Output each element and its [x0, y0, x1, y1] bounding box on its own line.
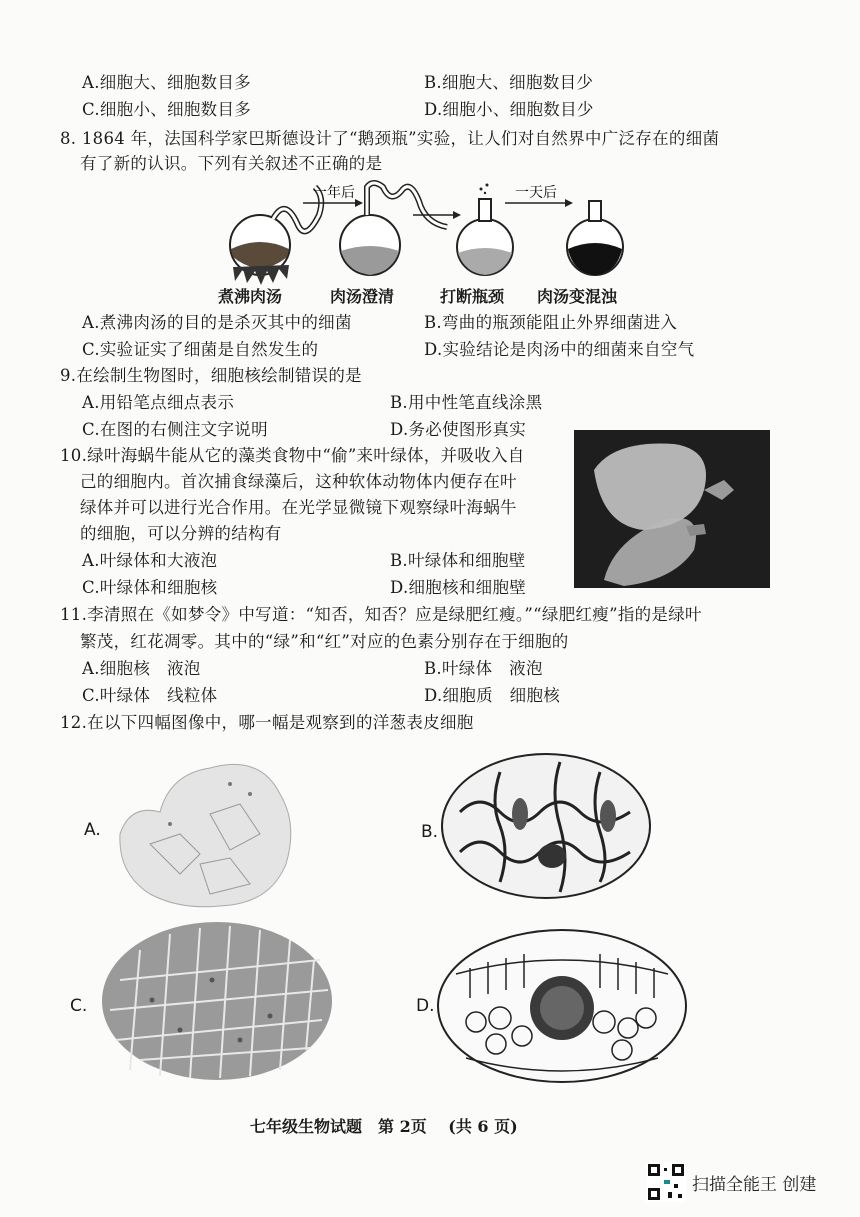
swan-neck-flask-diagram	[215, 175, 635, 285]
broken-neck-flask-icon	[457, 184, 513, 276]
q8-option-d: D.实验结论是肉汤中的细菌来自空气	[424, 340, 695, 359]
caption-broken: 打断瓶颈	[440, 287, 505, 306]
q9-option-b: B.用中性笔直线涂黑	[390, 393, 543, 412]
q8-option-a: A.煮沸肉汤的目的是杀灭其中的细菌	[82, 313, 352, 332]
watermark-text: 扫描全能王 创建	[692, 1174, 817, 1195]
qr-code-icon	[646, 1162, 686, 1202]
q11-option-b: B.叶绿体 液泡	[424, 659, 543, 678]
q11-stem-line2: 繁茂，红花凋零。其中的“绿”和“红”对应的色素分别存在于细胞的	[80, 632, 569, 651]
q12-stem: 12.在以下四幅图像中，哪一幅是观察到的洋葱表皮细胞	[60, 713, 474, 732]
caption-clear: 肉汤澄清	[330, 287, 395, 306]
q9-option-a: A.用铅笔点细点表示	[82, 393, 235, 412]
q10-stem-line2: 己的细胞内。首次捕食绿藻后，这种软体动物体内便存在叶	[80, 472, 517, 491]
micrograph-a	[110, 754, 300, 910]
q10-stem-line1: 10.绿叶海蜗牛能从它的藻类食物中“偷”来叶绿体，并吸收入自	[60, 446, 525, 465]
q10-stem-line4: 的细胞，可以分辨的结构有	[80, 524, 282, 543]
page-footer: 七年级生物试题 第 2页 (共 6 页)	[250, 1117, 518, 1136]
sea-slug-photo	[574, 430, 770, 588]
q7-option-a: A.细胞大、细胞数目多	[82, 73, 251, 92]
q7-option-d: D.细胞小、细胞数目少	[424, 100, 594, 119]
q10-option-d: D.细胞核和细胞壁	[390, 578, 527, 597]
micrograph-d	[436, 928, 688, 1084]
q11-option-a: A.细胞核 液泡	[82, 659, 201, 678]
q10-option-c: C.叶绿体和细胞核	[82, 578, 218, 597]
scanner-watermark	[646, 1162, 816, 1202]
q9-option-d: D.务必使图形真实	[390, 420, 527, 439]
q9-option-c: C.在图的右侧注文字说明	[82, 420, 268, 439]
q11-stem-line1: 11.李清照在《如梦令》中写道：“知否，知否？应是绿肥红瘦。”“绿肥红瘦”指的是绿叶	[60, 605, 702, 624]
caption-turbid: 肉汤变混浊	[537, 287, 618, 306]
q8-option-c: C.实验证实了细菌是自然发生的	[82, 340, 319, 359]
image-label-c: C.	[70, 996, 88, 1016]
q7-option-c: C.细胞小、细胞数目多	[82, 100, 252, 119]
arrow-label-1: 一年后	[313, 185, 355, 201]
image-label-b: B.	[421, 822, 439, 842]
q11-option-c: C.叶绿体 线粒体	[82, 686, 218, 705]
caption-boiling: 煮沸肉汤	[218, 287, 283, 306]
q10-stem-line3: 绿体并可以进行光合作用。在光学显微镜下观察绿叶海蜗牛	[80, 498, 517, 517]
micrograph-b	[440, 752, 652, 900]
clear-broth-flask-icon	[340, 183, 447, 275]
micrograph-c	[100, 920, 334, 1082]
q9-stem: 9.在绘制生物图时，细胞核绘制错误的是	[60, 366, 362, 385]
q10-option-b: B.叶绿体和细胞壁	[390, 551, 526, 570]
boiling-flask-icon	[230, 187, 321, 285]
q11-option-d: D.细胞质 细胞核	[424, 686, 561, 705]
image-label-a: A.	[84, 820, 101, 840]
arrow-label-2: 一天后	[515, 185, 557, 201]
q8-stem-line1: 8. 1864 年，法国科学家巴斯德设计了“鹅颈瓶”实验，让人们对自然界中广泛存在的细菌	[60, 129, 720, 148]
q10-option-a: A.叶绿体和大液泡	[82, 551, 218, 570]
q8-option-b: B.弯曲的瓶颈能阻止外界细菌进入	[424, 313, 678, 332]
image-label-d: D.	[416, 996, 435, 1016]
turbid-broth-flask-icon	[567, 201, 623, 275]
q8-stem-line2: 有了新的认识。下列有关叙述不正确的是	[80, 154, 383, 173]
q7-option-b: B.细胞大、细胞数目少	[424, 73, 594, 92]
